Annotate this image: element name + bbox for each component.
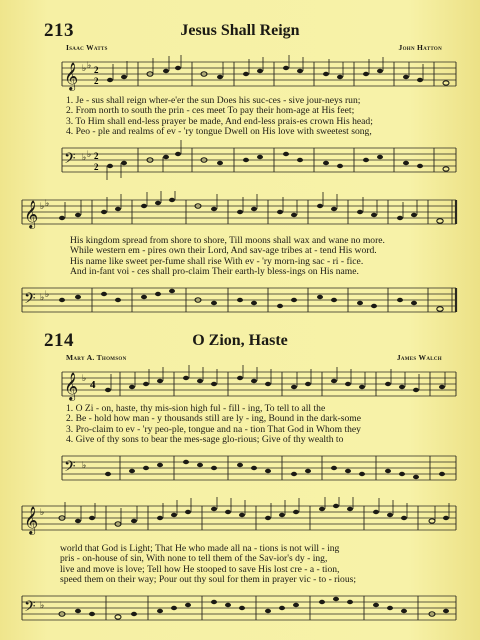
hymn-title-214: O Zion, Haste [192, 332, 288, 349]
hymn-number-214: 214 [44, 330, 74, 351]
treble-clef-icon: 𝄞 [24, 506, 39, 534]
hymn-number-213: 213 [44, 20, 74, 41]
staff-214-system2-treble [0, 496, 480, 540]
words-credit-214: Mary A. Thomson [66, 353, 127, 362]
verse-line: 2. From north to south the prin - ces meet To pay their hom-age at His feet; [66, 106, 355, 117]
verse-line: pris - on-house of sin, With none to tell them of the Sav-ior's dy - ing, [60, 554, 328, 565]
staff-214-system1-treble [0, 364, 480, 406]
treble-clef-icon: 𝄞 [64, 62, 79, 90]
svg-text:2: 2 [94, 65, 99, 75]
music-credit-213: John Hatton [398, 43, 442, 52]
bass-clef-icon: 𝄢 [24, 598, 36, 619]
svg-text:♭: ♭ [40, 507, 45, 517]
bass-clef-icon: 𝄢 [64, 150, 76, 171]
svg-text:♭: ♭ [40, 292, 45, 302]
svg-text:2: 2 [94, 162, 99, 172]
svg-text:♭: ♭ [87, 149, 92, 159]
svg-text:♭: ♭ [45, 289, 50, 299]
staff-213-system1-treble [0, 54, 480, 96]
staff-213-system2-bass [0, 278, 480, 322]
words-credit-213: Isaac Watts [66, 43, 108, 52]
staff-214-system2-bass [0, 586, 480, 630]
staff-214-system1-bass [0, 446, 480, 490]
treble-clef-icon: 𝄞 [64, 372, 79, 400]
verse-line: world that God is Light; That He who made all na - tions is not will - ing [60, 544, 340, 554]
verse-line: live and move is love; Tell how He stooped to save His lost cre - a - tion, [60, 564, 340, 575]
hymn-title-213: Jesus Shall Reign [180, 22, 300, 39]
verse-line: His name like sweet per-fume shall rise With ev - 'ry morn-ing sac - ri - fice. [70, 256, 364, 267]
svg-text:♭: ♭ [82, 63, 87, 73]
staff-213-system1-bass [0, 138, 480, 182]
svg-text:♭: ♭ [82, 373, 87, 383]
svg-text:♭: ♭ [82, 460, 87, 470]
verses-214-system2 [60, 544, 452, 586]
verse-line: speed them on their way; Pour out thy soul for them in prayer vic - to - rious; [60, 575, 357, 586]
verses-213-system1 [66, 96, 458, 138]
svg-text:♭: ♭ [45, 198, 50, 208]
verse-line: 4. Give of thy sons to bear the mes-sage glo-rious; Give of thy wealth to [66, 435, 344, 446]
verse-line: 3. To Him shall end-less prayer be made, And end-less prais-es crown His head; [66, 116, 373, 127]
svg-text:4: 4 [90, 379, 96, 391]
verse-line: And in-fant voi - ces shall pro-claim Their earth-ly bless-ings on His name. [70, 267, 359, 278]
bass-clef-icon: 𝄢 [64, 458, 76, 479]
verse-line: His kingdom spread from shore to shore, Till moons shall wax and wane no more. [70, 236, 385, 246]
staff-213-system2-treble [0, 190, 480, 234]
bass-clef-icon: 𝄢 [24, 290, 36, 311]
verse-line: 2. Be - hold how man - y thousands still are ly - ing, Bound in the dark-some [66, 414, 361, 425]
svg-text:♭: ♭ [40, 201, 45, 211]
svg-text:2: 2 [94, 76, 99, 86]
music-credit-214: James Walch [396, 353, 442, 362]
verse-line: 4. Peo - ple and realms of ev - 'ry tongue Dwell on His love with sweetest song, [66, 127, 372, 138]
treble-clef-icon: 𝄞 [24, 200, 39, 228]
verse-line: 3. Pro-claim to ev - 'ry peo-ple, tongue and na - tion That God in Whom they [66, 424, 361, 435]
verse-line: 1. O Zi - on, haste, thy mis-sion high ful - fill - ing, To tell to all the [66, 404, 326, 414]
verses-213-system2 [70, 236, 462, 278]
svg-text:♭: ♭ [82, 152, 87, 162]
svg-text:2: 2 [94, 151, 99, 161]
svg-text:♭: ♭ [87, 60, 92, 70]
verse-line: 1. Je - sus shall reign wher-e'er the sun Does his suc-ces - sive jour-neys run; [66, 96, 361, 106]
verses-214-system1 [66, 404, 458, 446]
verse-line: While western em - pires own their Lord, And sav-age tribes at - tend His word. [70, 246, 377, 257]
svg-text:♭: ♭ [40, 600, 45, 610]
